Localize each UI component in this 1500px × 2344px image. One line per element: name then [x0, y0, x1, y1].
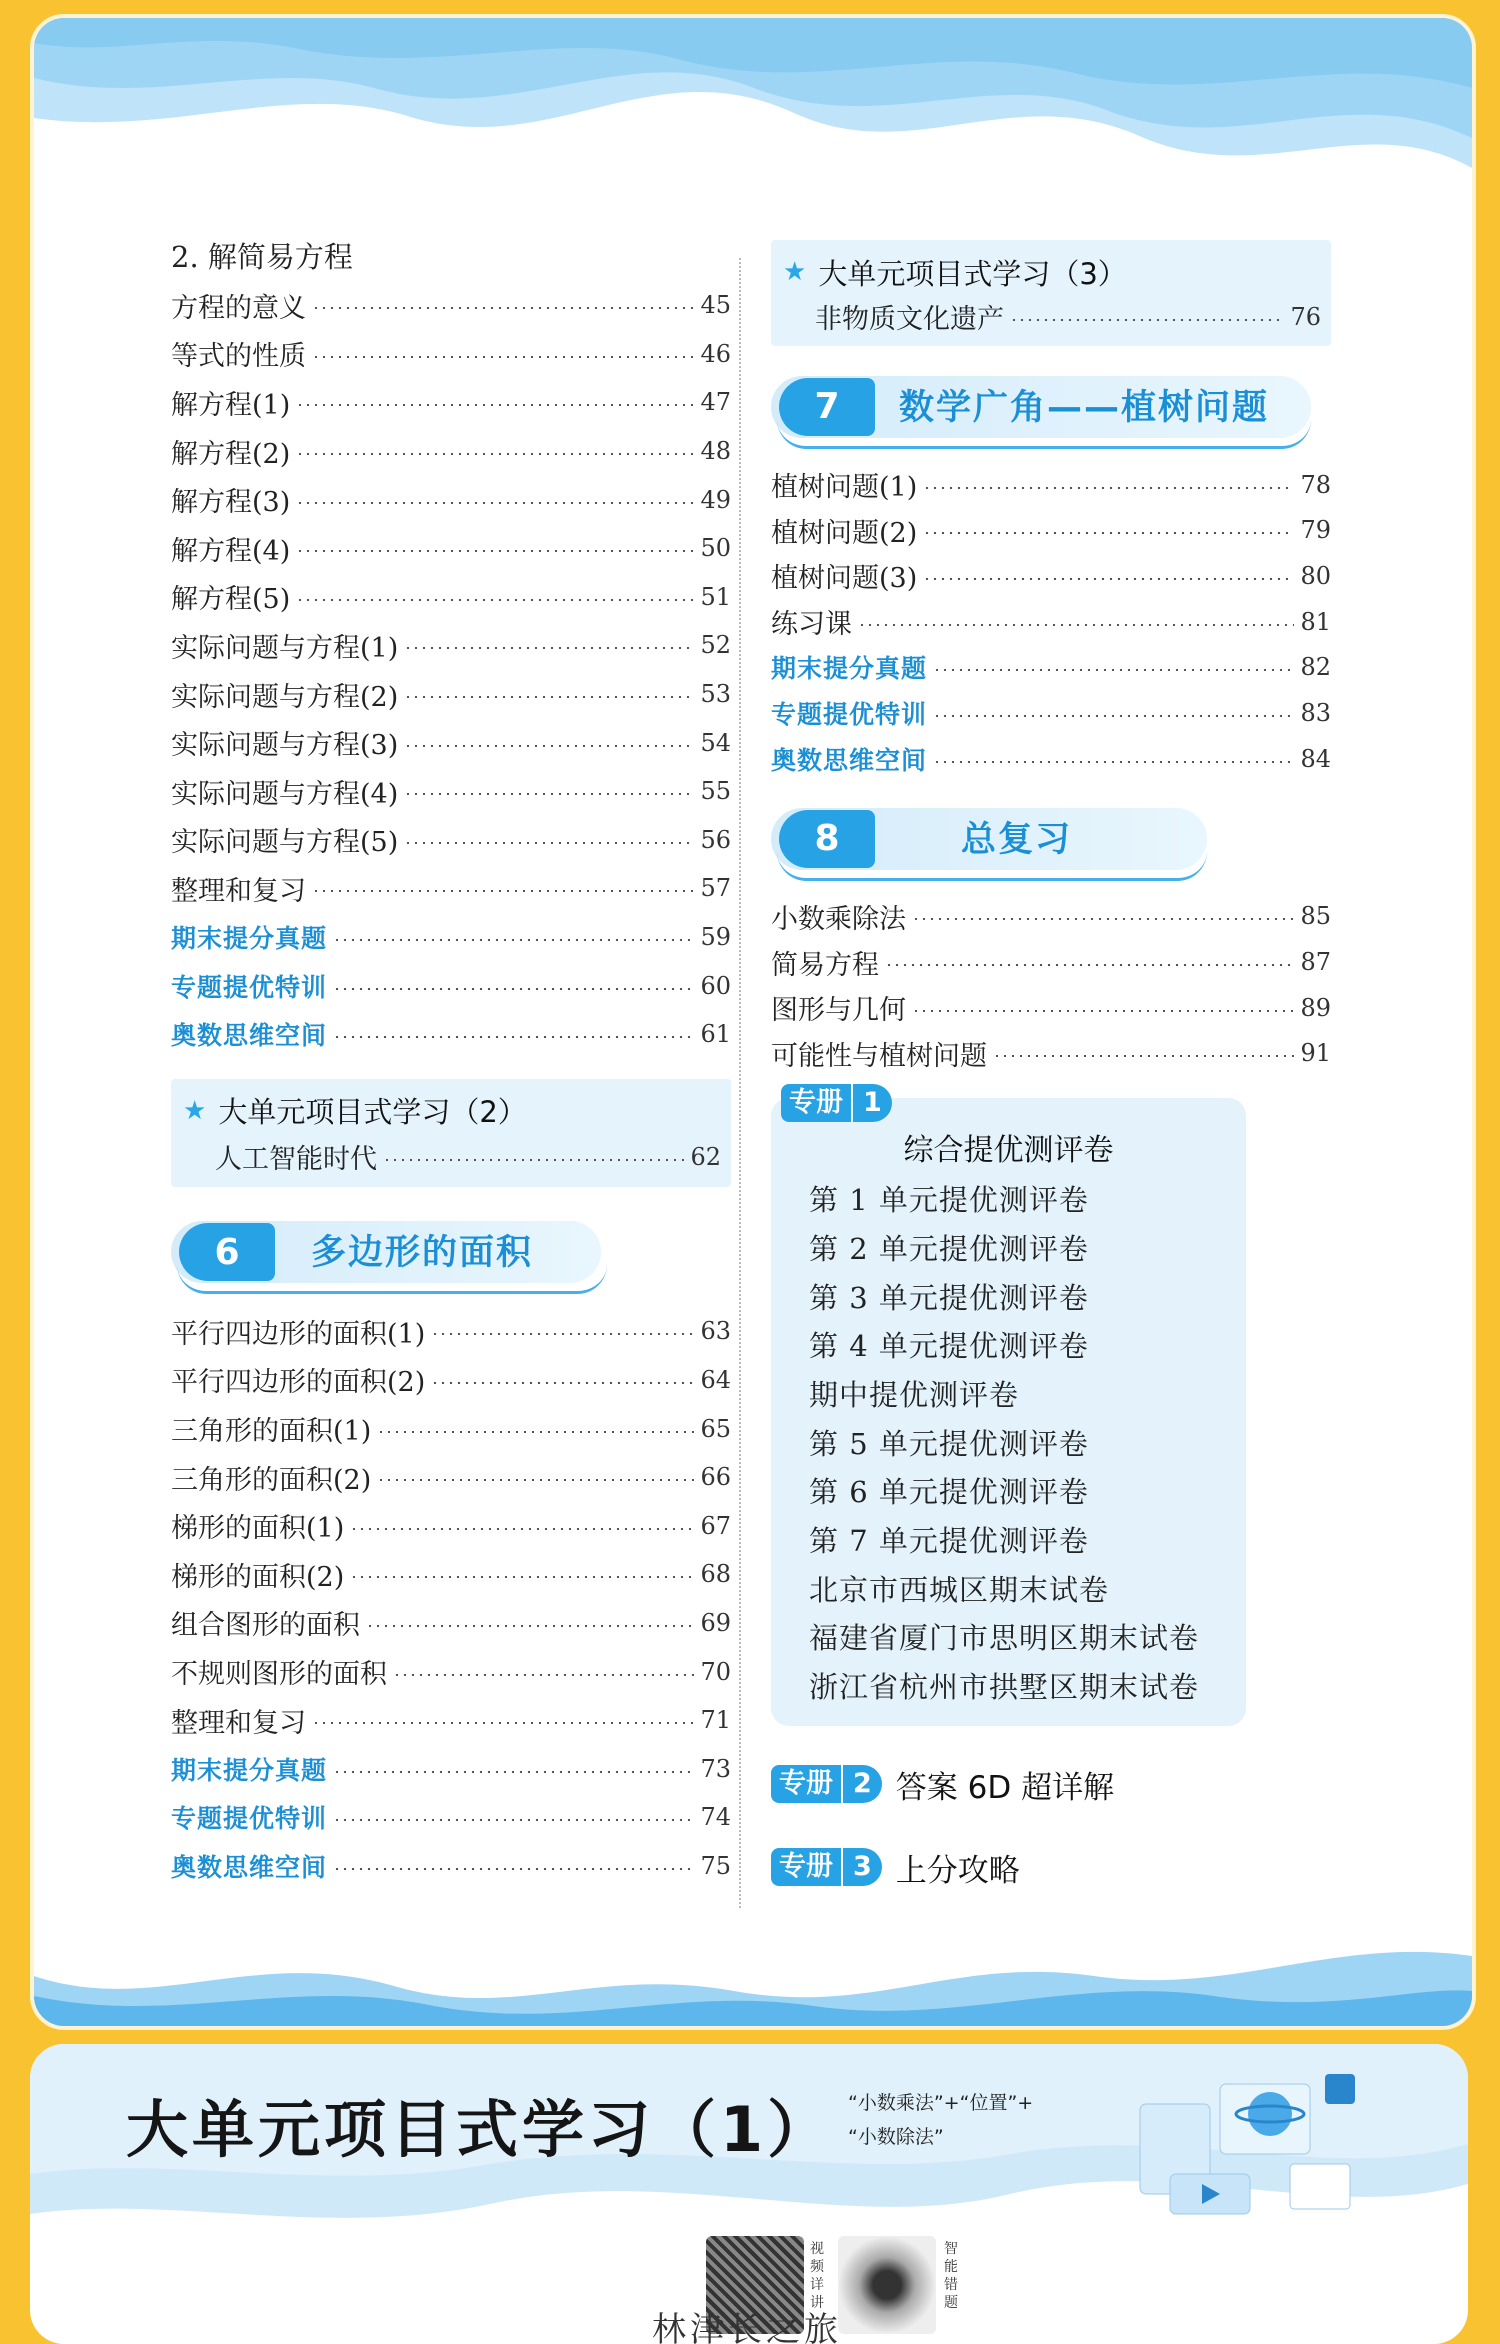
unit-number: 6 — [179, 1223, 275, 1281]
dot-leader — [377, 1431, 694, 1433]
dot-leader — [333, 1819, 694, 1821]
booklet-item[interactable]: 第 4 单元提优测评卷 — [809, 1329, 1089, 1364]
toc-entry[interactable] — [171, 330, 731, 379]
cut-off-heading: 林津长之旅 — [652, 2310, 842, 2344]
entry-label: 练习课 — [771, 609, 852, 641]
dot-leader — [296, 599, 694, 601]
project-title: 大单元项目式学习（3） — [818, 256, 1127, 291]
unit-7-banner[interactable] — [771, 370, 1331, 448]
booklet-tag-number: 3 — [843, 1848, 882, 1886]
booklet-tag-number: 1 — [853, 1084, 892, 1122]
entry-label: 梯形的面积(1) — [171, 1513, 345, 1545]
entry-page: 45 — [700, 291, 731, 320]
entry-label: 解方程(1) — [171, 389, 291, 421]
toc-entry[interactable] — [171, 475, 731, 524]
entry-page: 64 — [700, 1365, 731, 1394]
dot-leader — [333, 1771, 694, 1773]
booklet-1-box[interactable] — [771, 1087, 1246, 1726]
entry-label: 实际问题与方程(5) — [171, 827, 399, 859]
dot-leader — [404, 842, 694, 844]
toc-entry[interactable] — [771, 507, 1331, 553]
entry-label: 专题提优特训 — [171, 972, 328, 1002]
booklet-item[interactable]: 第 3 单元提优测评卷 — [809, 1280, 1089, 1315]
toc-entry[interactable] — [171, 1307, 731, 1356]
toc-entry-highlight[interactable] — [171, 1793, 731, 1842]
toc-entry[interactable] — [171, 1647, 731, 1696]
entry-page: 69 — [700, 1608, 731, 1637]
unit-8-entry-list — [771, 894, 1331, 1077]
dot-leader — [933, 761, 1294, 763]
entry-label: 梯形的面积(2) — [171, 1561, 345, 1593]
toc-entry[interactable] — [171, 573, 731, 622]
booklet-3-text: 上分攻略 — [895, 1852, 1020, 1889]
toc-entry[interactable] — [771, 894, 1331, 940]
unit-title: 数学广角——植树问题 — [899, 387, 1270, 428]
entry-page: 65 — [700, 1414, 731, 1443]
dot-leader — [333, 1036, 694, 1038]
unit-7-entry-list — [771, 462, 1331, 782]
entry-label: 平行四边形的面积(2) — [171, 1367, 426, 1399]
entry-page: 53 — [700, 680, 731, 709]
entry-page: 50 — [700, 534, 731, 563]
booklet-item[interactable]: 北京市西城区期末试卷 — [809, 1572, 1110, 1607]
project-title: 大单元项目式学习（2） — [218, 1095, 527, 1129]
entry-page: 80 — [1300, 561, 1331, 590]
toc-entry-highlight[interactable] — [771, 736, 1331, 782]
booklet-item[interactable]: 第 2 单元提优测评卷 — [809, 1231, 1089, 1266]
entry-label: 解方程(2) — [171, 438, 291, 470]
dot-leader — [404, 696, 694, 698]
dot-leader — [404, 793, 694, 795]
toc-entry[interactable] — [771, 985, 1331, 1031]
unit-6-entry-list — [171, 1307, 731, 1890]
dot-leader — [366, 1625, 694, 1627]
left-entry-list — [171, 281, 731, 1059]
dot-leader — [431, 1333, 694, 1335]
entry-label: 不规则图形的面积 — [171, 1659, 387, 1691]
entry-label: 实际问题与方程(4) — [171, 778, 399, 810]
toc-entry[interactable] — [171, 427, 731, 476]
entry-page: 51 — [700, 582, 731, 611]
booklet-tag — [781, 1084, 892, 1122]
entry-label: 整理和复习 — [171, 1707, 306, 1739]
column-divider — [739, 258, 741, 1908]
entry-page: 82 — [1300, 653, 1331, 682]
entry-page: 57 — [700, 874, 731, 903]
dot-leader — [858, 624, 1294, 626]
dot-leader — [350, 1528, 694, 1530]
toc-entry[interactable] — [771, 599, 1331, 645]
toc-entry-highlight[interactable] — [171, 961, 731, 1010]
booklet-item[interactable]: 第 7 单元提优测评卷 — [809, 1524, 1089, 1559]
booklet-tag — [771, 1765, 882, 1803]
entry-label: 植树问题(1) — [771, 472, 918, 504]
entry-page: 56 — [700, 825, 731, 854]
toc-right-column — [771, 240, 1331, 1890]
booklet-item[interactable]: 第 5 单元提优测评卷 — [809, 1426, 1089, 1461]
entry-label: 期末提分真题 — [171, 924, 328, 954]
topic-line: “小数除法” — [848, 2126, 944, 2148]
booklet-item[interactable]: 福建省厦门市思明区期末试卷 — [809, 1621, 1200, 1656]
booklet-tag-number: 2 — [843, 1765, 882, 1803]
dot-leader — [933, 715, 1294, 717]
toc-entry[interactable] — [171, 670, 731, 719]
entry-page: 78 — [1300, 470, 1331, 499]
dot-leader — [333, 939, 694, 941]
toc-entry[interactable] — [171, 281, 731, 330]
toc-entry-highlight[interactable] — [171, 1744, 731, 1793]
entry-page: 67 — [700, 1511, 731, 1540]
bottom-card-title: 大单元项目式学习（1） — [126, 2093, 834, 2166]
toc-entry-highlight[interactable] — [771, 644, 1331, 690]
entry-page: 60 — [700, 971, 731, 1000]
toc-entry[interactable] — [171, 1404, 731, 1453]
toc-entry[interactable] — [171, 378, 731, 427]
dot-leader — [1010, 319, 1284, 321]
entry-page: 59 — [700, 923, 731, 952]
qr-label: 智能错题 — [944, 2241, 958, 2311]
entry-label: 整理和复习 — [171, 875, 306, 907]
entry-page: 74 — [700, 1803, 731, 1832]
dot-leader — [296, 404, 694, 406]
toc-entry-highlight[interactable] — [171, 1010, 731, 1059]
dot-leader — [923, 578, 1294, 580]
toc-entry-highlight[interactable] — [171, 913, 731, 962]
booklet-item[interactable]: 第 6 单元提优测评卷 — [809, 1475, 1089, 1510]
dot-leader — [333, 1868, 694, 1870]
dot-leader — [296, 502, 694, 504]
entry-page: 75 — [700, 1851, 731, 1880]
entry-page: 55 — [700, 777, 731, 806]
booklet-2-row[interactable] — [771, 1762, 1331, 1807]
entry-label: 奥数思维空间 — [171, 1021, 328, 1051]
entry-label: 小数乘除法 — [771, 903, 906, 935]
toc-entry[interactable] — [171, 1453, 731, 1502]
toc-entry[interactable] — [171, 1550, 731, 1599]
toc-entry[interactable] — [171, 524, 731, 573]
dot-leader — [393, 1674, 694, 1676]
unit-number: 7 — [779, 378, 875, 436]
unit-title: 总复习 — [961, 819, 1073, 860]
toc-card — [30, 14, 1476, 2030]
toc-entry[interactable] — [171, 816, 731, 865]
qr-code-errors[interactable] — [838, 2236, 936, 2334]
toc-entry[interactable] — [171, 621, 731, 670]
entry-label: 期末提分真题 — [771, 654, 928, 684]
entry-label: 非物质文化遗产 — [815, 304, 1004, 336]
toc-entry[interactable] — [171, 767, 731, 816]
entry-label: 图形与几何 — [771, 995, 906, 1027]
toc-entry[interactable] — [771, 939, 1331, 985]
bottom-wave-decoration — [34, 1916, 1472, 2026]
booklet-2-text: 答案 6D 超详解 — [895, 1769, 1115, 1806]
entry-label: 可能性与植树问题 — [771, 1040, 987, 1072]
toc-entry-highlight[interactable] — [171, 1842, 731, 1891]
entry-page: 66 — [700, 1463, 731, 1492]
dot-leader — [312, 307, 694, 309]
dot-leader — [923, 532, 1294, 534]
entry-page: 47 — [700, 388, 731, 417]
dot-leader — [350, 1576, 694, 1578]
booklet-item[interactable]: 第 1 单元提优测评卷 — [809, 1183, 1089, 1218]
dot-leader — [912, 918, 1294, 920]
toc-left-column — [171, 233, 731, 1890]
entry-label: 解方程(5) — [171, 584, 291, 616]
entry-label: 解方程(4) — [171, 535, 291, 567]
entry-page: 89 — [1300, 993, 1331, 1022]
project-3-box[interactable] — [771, 240, 1331, 346]
dot-leader — [312, 890, 694, 892]
entry-label: 专题提优特训 — [771, 699, 928, 729]
booklet-item[interactable]: 浙江省杭州市拱墅区期末试卷 — [809, 1670, 1200, 1705]
entry-page: 91 — [1300, 1039, 1331, 1068]
entry-label: 植树问题(3) — [771, 563, 918, 595]
toc-entry[interactable] — [183, 1133, 721, 1182]
entry-page: 87 — [1300, 948, 1331, 977]
booklet-title: 综合提优测评卷 — [903, 1133, 1114, 1169]
entry-label: 等式的性质 — [171, 341, 306, 373]
dot-leader — [431, 1382, 694, 1384]
dot-leader — [296, 550, 694, 552]
dot-leader — [383, 1159, 684, 1161]
entry-page: 46 — [700, 339, 731, 368]
dot-leader — [333, 988, 694, 990]
entry-label: 奥数思维空间 — [771, 745, 928, 775]
entry-page: 79 — [1300, 516, 1331, 545]
entry-label: 简易方程 — [771, 949, 879, 981]
entry-label: 期末提分真题 — [171, 1755, 328, 1785]
dot-leader — [296, 453, 694, 455]
toc-entry[interactable] — [171, 718, 731, 767]
dot-leader — [885, 964, 1294, 966]
toc-entry[interactable] — [783, 294, 1321, 340]
toc-entry[interactable] — [171, 1501, 731, 1550]
entry-label: 三角形的面积(1) — [171, 1416, 372, 1448]
dot-leader — [912, 1010, 1294, 1012]
entry-label: 三角形的面积(2) — [171, 1464, 372, 1496]
entry-page: 48 — [700, 437, 731, 466]
entry-page: 83 — [1300, 698, 1331, 727]
dot-leader — [933, 669, 1294, 671]
star-icon: ★ — [783, 257, 807, 287]
unit-title: 多边形的面积 — [311, 1233, 534, 1274]
dot-leader — [312, 1722, 694, 1724]
qr-label: 视频详讲 — [810, 2241, 824, 2311]
entry-label: 组合图形的面积 — [171, 1610, 360, 1642]
next-page-card — [30, 2044, 1468, 2344]
entry-label: 方程的意义 — [171, 292, 306, 324]
toc-entry[interactable] — [171, 864, 731, 913]
unit-6-banner[interactable] — [171, 1215, 731, 1293]
toc-entry[interactable] — [171, 1696, 731, 1745]
entry-page: 71 — [700, 1706, 731, 1735]
entry-label: 实际问题与方程(3) — [171, 730, 399, 762]
entry-page: 85 — [1300, 902, 1331, 931]
toc-entry[interactable] — [171, 1356, 731, 1405]
booklet-item[interactable]: 期中提优测评卷 — [809, 1378, 1020, 1412]
entry-page: 49 — [700, 485, 731, 514]
entry-label: 实际问题与方程(2) — [171, 681, 399, 713]
unit-8-banner[interactable] — [771, 802, 1331, 880]
star-icon: ★ — [183, 1095, 207, 1126]
entry-page: 68 — [700, 1560, 731, 1589]
entry-label: 奥数思维空间 — [171, 1852, 328, 1882]
dot-leader — [404, 647, 694, 649]
entry-page: 76 — [1290, 302, 1321, 331]
toc-entry[interactable] — [771, 1031, 1331, 1077]
entry-label: 专题提优特训 — [171, 1804, 328, 1834]
entry-page: 62 — [690, 1142, 721, 1171]
entry-page: 52 — [700, 631, 731, 660]
booklet-1-panel — [771, 1098, 1246, 1726]
entry-label: 平行四边形的面积(1) — [171, 1318, 426, 1350]
illustration-icon — [1110, 2064, 1390, 2234]
dot-leader — [312, 356, 694, 358]
dot-leader — [377, 1479, 694, 1481]
toc-entry[interactable] — [771, 553, 1331, 599]
toc-entry[interactable] — [171, 1599, 731, 1648]
entry-label: 解方程(3) — [171, 487, 291, 519]
entry-page: 61 — [700, 1020, 731, 1049]
dot-leader — [993, 1055, 1294, 1057]
entry-page: 54 — [700, 728, 731, 757]
booklet-3-row[interactable] — [771, 1845, 1331, 1890]
booklet-tag-label: 专册 — [781, 1084, 851, 1122]
entry-page: 73 — [700, 1754, 731, 1783]
topic-line: “小数乘法”+“位置”+ — [848, 2092, 1034, 2114]
entry-page: 63 — [700, 1317, 731, 1346]
project-2-box[interactable] — [171, 1079, 731, 1188]
booklet-tag-label: 专册 — [771, 1848, 841, 1886]
section-title: 2. 解简易方程 — [171, 240, 353, 274]
toc-entry[interactable] — [771, 462, 1331, 508]
entry-label: 实际问题与方程(1) — [171, 632, 399, 664]
top-wave-decoration — [34, 18, 1472, 218]
entry-page: 70 — [700, 1657, 731, 1686]
booklet-tag — [771, 1848, 882, 1886]
bottom-card-topic — [848, 2086, 1088, 2154]
booklet-tag-label: 专册 — [771, 1765, 841, 1803]
toc-entry-highlight[interactable] — [771, 690, 1331, 736]
entry-page: 81 — [1300, 607, 1331, 636]
entry-label: 植树问题(2) — [771, 517, 918, 549]
unit-number: 8 — [779, 810, 875, 868]
dot-leader — [404, 745, 694, 747]
dot-leader — [923, 487, 1294, 489]
entry-page: 84 — [1300, 744, 1331, 773]
entry-label: 人工智能时代 — [215, 1144, 377, 1176]
